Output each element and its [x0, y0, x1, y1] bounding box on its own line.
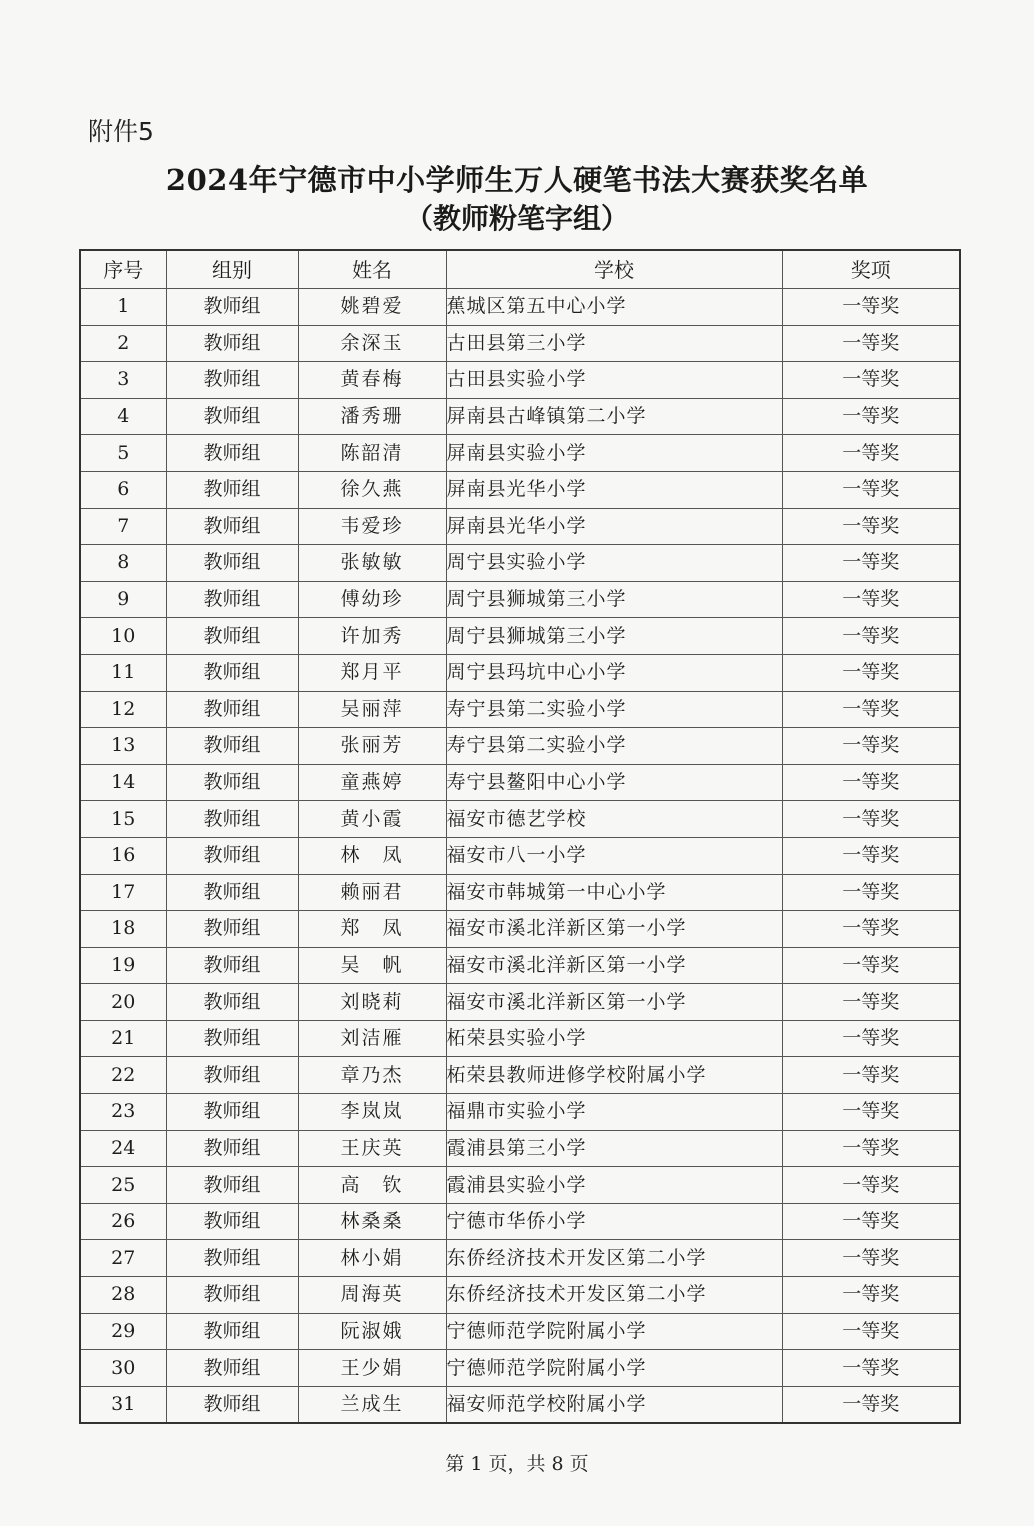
cell-award: 一等奖 — [782, 289, 960, 326]
cell-school: 周宁县狮城第三小学 — [446, 618, 782, 655]
cell-school: 福安市溪北洋新区第一小学 — [446, 947, 782, 984]
cell-name: 赖丽君 — [298, 874, 446, 911]
table-row — [80, 618, 960, 655]
table-row — [80, 1350, 960, 1387]
table-row — [80, 471, 960, 508]
cell-group: 教师组 — [166, 728, 298, 765]
cell-name: 潘秀珊 — [298, 398, 446, 435]
cell-award: 一等奖 — [782, 471, 960, 508]
cell-award: 一等奖 — [782, 1057, 960, 1094]
cell-school: 寿宁县鳌阳中心小学 — [446, 764, 782, 801]
table-row — [80, 1167, 960, 1204]
cell-name: 高 钦 — [298, 1167, 446, 1204]
cell-award: 一等奖 — [782, 618, 960, 655]
cell-group: 教师组 — [166, 1240, 298, 1277]
cell-number: 6 — [80, 471, 166, 508]
cell-school: 屏南县实验小学 — [446, 435, 782, 472]
table-row — [80, 1240, 960, 1277]
cell-name: 刘晓莉 — [298, 984, 446, 1021]
cell-name: 阮淑娥 — [298, 1313, 446, 1350]
cell-number: 28 — [80, 1277, 166, 1314]
cell-name: 郑月平 — [298, 654, 446, 691]
cell-school: 柘荣县教师进修学校附属小学 — [446, 1057, 782, 1094]
table-row — [80, 837, 960, 874]
cell-school: 福安师范学校附属小学 — [446, 1386, 782, 1423]
cell-group: 教师组 — [166, 581, 298, 618]
table-body — [80, 289, 960, 1424]
table-row — [80, 1094, 960, 1131]
cell-school: 东侨经济技术开发区第二小学 — [446, 1277, 782, 1314]
cell-number: 18 — [80, 911, 166, 948]
table-row — [80, 1130, 960, 1167]
cell-school: 福安市溪北洋新区第一小学 — [446, 984, 782, 1021]
cell-group: 教师组 — [166, 362, 298, 399]
cell-group: 教师组 — [166, 874, 298, 911]
cell-award: 一等奖 — [782, 801, 960, 838]
cell-school: 屏南县光华小学 — [446, 508, 782, 545]
cell-award: 一等奖 — [782, 581, 960, 618]
cell-school: 福安市德艺学校 — [446, 801, 782, 838]
attachment-label: 附件5 — [88, 117, 154, 146]
cell-name: 林小娟 — [298, 1240, 446, 1277]
cell-school: 福安市韩城第一中心小学 — [446, 874, 782, 911]
table-row — [80, 289, 960, 326]
cell-number: 1 — [80, 289, 166, 326]
table-row — [80, 911, 960, 948]
table-row — [80, 325, 960, 362]
cell-school: 福安市八一小学 — [446, 837, 782, 874]
table-row — [80, 947, 960, 984]
cell-number: 26 — [80, 1203, 166, 1240]
cell-award: 一等奖 — [782, 1313, 960, 1350]
cell-name: 刘洁雁 — [298, 1020, 446, 1057]
cell-name: 黄春梅 — [298, 362, 446, 399]
cell-school: 周宁县狮城第三小学 — [446, 581, 782, 618]
cell-award: 一等奖 — [782, 1350, 960, 1387]
cell-school: 寿宁县第二实验小学 — [446, 728, 782, 765]
cell-award: 一等奖 — [782, 947, 960, 984]
cell-name: 王庆英 — [298, 1130, 446, 1167]
cell-name: 张敏敏 — [298, 545, 446, 582]
cell-award: 一等奖 — [782, 508, 960, 545]
cell-name: 兰成生 — [298, 1386, 446, 1423]
cell-school: 柘荣县实验小学 — [446, 1020, 782, 1057]
cell-school: 宁德师范学院附属小学 — [446, 1313, 782, 1350]
cell-number: 19 — [80, 947, 166, 984]
cell-number: 5 — [80, 435, 166, 472]
table-row — [80, 1057, 960, 1094]
table-row — [80, 1277, 960, 1314]
cell-school: 屏南县古峰镇第二小学 — [446, 398, 782, 435]
cell-award: 一等奖 — [782, 325, 960, 362]
cell-school: 霞浦县实验小学 — [446, 1167, 782, 1204]
cell-name: 童燕婷 — [298, 764, 446, 801]
cell-award: 一等奖 — [782, 362, 960, 399]
cell-group: 教师组 — [166, 837, 298, 874]
cell-school: 宁德师范学院附属小学 — [446, 1350, 782, 1387]
cell-award: 一等奖 — [782, 654, 960, 691]
cell-number: 30 — [80, 1350, 166, 1387]
table-row — [80, 984, 960, 1021]
cell-school: 霞浦县第三小学 — [446, 1130, 782, 1167]
cell-award: 一等奖 — [782, 1240, 960, 1277]
cell-group: 教师组 — [166, 325, 298, 362]
cell-name: 张丽芳 — [298, 728, 446, 765]
cell-number: 12 — [80, 691, 166, 728]
cell-name: 陈韶清 — [298, 435, 446, 472]
cell-group: 教师组 — [166, 1057, 298, 1094]
cell-award: 一等奖 — [782, 728, 960, 765]
cell-group: 教师组 — [166, 1313, 298, 1350]
table-row — [80, 545, 960, 582]
cell-group: 教师组 — [166, 1020, 298, 1057]
cell-number: 15 — [80, 801, 166, 838]
cell-school: 福安市溪北洋新区第一小学 — [446, 911, 782, 948]
header-group: 组别 — [166, 250, 298, 289]
cell-number: 7 — [80, 508, 166, 545]
cell-number: 13 — [80, 728, 166, 765]
cell-award: 一等奖 — [782, 837, 960, 874]
header-school: 学校 — [446, 250, 782, 289]
table-row — [80, 801, 960, 838]
cell-school: 周宁县实验小学 — [446, 545, 782, 582]
cell-award: 一等奖 — [782, 1094, 960, 1131]
cell-award: 一等奖 — [782, 764, 960, 801]
cell-award: 一等奖 — [782, 1130, 960, 1167]
cell-award: 一等奖 — [782, 435, 960, 472]
cell-school: 古田县实验小学 — [446, 362, 782, 399]
cell-group: 教师组 — [166, 508, 298, 545]
header-award: 奖项 — [782, 250, 960, 289]
table-row — [80, 654, 960, 691]
cell-number: 27 — [80, 1240, 166, 1277]
cell-number: 25 — [80, 1167, 166, 1204]
table-row — [80, 435, 960, 472]
cell-group: 教师组 — [166, 398, 298, 435]
cell-award: 一等奖 — [782, 984, 960, 1021]
cell-group: 教师组 — [166, 1277, 298, 1314]
cell-number: 2 — [80, 325, 166, 362]
cell-name: 徐久燕 — [298, 471, 446, 508]
cell-school: 福鼎市实验小学 — [446, 1094, 782, 1131]
cell-group: 教师组 — [166, 764, 298, 801]
cell-school: 寿宁县第二实验小学 — [446, 691, 782, 728]
cell-number: 9 — [80, 581, 166, 618]
cell-award: 一等奖 — [782, 1020, 960, 1057]
cell-award: 一等奖 — [782, 911, 960, 948]
cell-group: 教师组 — [166, 1130, 298, 1167]
cell-number: 16 — [80, 837, 166, 874]
cell-number: 31 — [80, 1386, 166, 1423]
page-footer: 第 1 页，共 8 页 — [445, 1453, 589, 1475]
cell-group: 教师组 — [166, 911, 298, 948]
cell-name: 林 凤 — [298, 837, 446, 874]
cell-award: 一等奖 — [782, 545, 960, 582]
cell-number: 22 — [80, 1057, 166, 1094]
cell-name: 傅幼珍 — [298, 581, 446, 618]
cell-group: 教师组 — [166, 545, 298, 582]
header-number: 序号 — [80, 250, 166, 289]
table-row — [80, 1020, 960, 1057]
cell-name: 郑 凤 — [298, 911, 446, 948]
cell-award: 一等奖 — [782, 1167, 960, 1204]
cell-school: 蕉城区第五中心小学 — [446, 289, 782, 326]
cell-group: 教师组 — [166, 1203, 298, 1240]
table-row — [80, 1203, 960, 1240]
cell-name: 韦爱珍 — [298, 508, 446, 545]
cell-school: 东侨经济技术开发区第二小学 — [446, 1240, 782, 1277]
cell-group: 教师组 — [166, 947, 298, 984]
cell-award: 一等奖 — [782, 1203, 960, 1240]
table-row — [80, 398, 960, 435]
cell-group: 教师组 — [166, 691, 298, 728]
cell-number: 11 — [80, 654, 166, 691]
cell-school: 古田县第三小学 — [446, 325, 782, 362]
cell-number: 8 — [80, 545, 166, 582]
table-row — [80, 1386, 960, 1423]
cell-group: 教师组 — [166, 1167, 298, 1204]
cell-name: 林桑桑 — [298, 1203, 446, 1240]
cell-award: 一等奖 — [782, 1386, 960, 1423]
cell-school: 宁德市华侨小学 — [446, 1203, 782, 1240]
document-subtitle: （教师粉笔字组） — [404, 202, 629, 235]
cell-number: 4 — [80, 398, 166, 435]
cell-number: 21 — [80, 1020, 166, 1057]
cell-award: 一等奖 — [782, 1277, 960, 1314]
cell-award: 一等奖 — [782, 691, 960, 728]
cell-number: 29 — [80, 1313, 166, 1350]
cell-name: 章乃杰 — [298, 1057, 446, 1094]
cell-award: 一等奖 — [782, 398, 960, 435]
cell-group: 教师组 — [166, 289, 298, 326]
cell-number: 20 — [80, 984, 166, 1021]
cell-group: 教师组 — [166, 1386, 298, 1423]
cell-school: 周宁县玛坑中心小学 — [446, 654, 782, 691]
table-row — [80, 728, 960, 765]
cell-name: 王少娟 — [298, 1350, 446, 1387]
cell-name: 吴 帆 — [298, 947, 446, 984]
cell-name: 余深玉 — [298, 325, 446, 362]
cell-award: 一等奖 — [782, 874, 960, 911]
table-row — [80, 691, 960, 728]
cell-number: 14 — [80, 764, 166, 801]
cell-group: 教师组 — [166, 984, 298, 1021]
table-row — [80, 581, 960, 618]
cell-name: 黄小霞 — [298, 801, 446, 838]
award-table — [79, 249, 961, 1424]
cell-number: 17 — [80, 874, 166, 911]
cell-school: 屏南县光华小学 — [446, 471, 782, 508]
cell-number: 3 — [80, 362, 166, 399]
table-row — [80, 764, 960, 801]
cell-number: 10 — [80, 618, 166, 655]
table-row — [80, 874, 960, 911]
table-row — [80, 362, 960, 399]
table-header-row — [80, 250, 960, 289]
cell-name: 李岚岚 — [298, 1094, 446, 1131]
document-title: 2024年宁德市中小学师生万人硬笔书法大赛获奖名单 — [165, 163, 869, 197]
table-row — [80, 1313, 960, 1350]
cell-group: 教师组 — [166, 1350, 298, 1387]
header-name: 姓名 — [298, 250, 446, 289]
cell-group: 教师组 — [166, 1094, 298, 1131]
table-row — [80, 508, 960, 545]
cell-name: 吴丽萍 — [298, 691, 446, 728]
cell-number: 24 — [80, 1130, 166, 1167]
cell-name: 姚碧爱 — [298, 289, 446, 326]
cell-group: 教师组 — [166, 471, 298, 508]
cell-name: 许加秀 — [298, 618, 446, 655]
cell-name: 周海英 — [298, 1277, 446, 1314]
cell-group: 教师组 — [166, 654, 298, 691]
cell-group: 教师组 — [166, 435, 298, 472]
cell-group: 教师组 — [166, 801, 298, 838]
cell-group: 教师组 — [166, 618, 298, 655]
cell-number: 23 — [80, 1094, 166, 1131]
